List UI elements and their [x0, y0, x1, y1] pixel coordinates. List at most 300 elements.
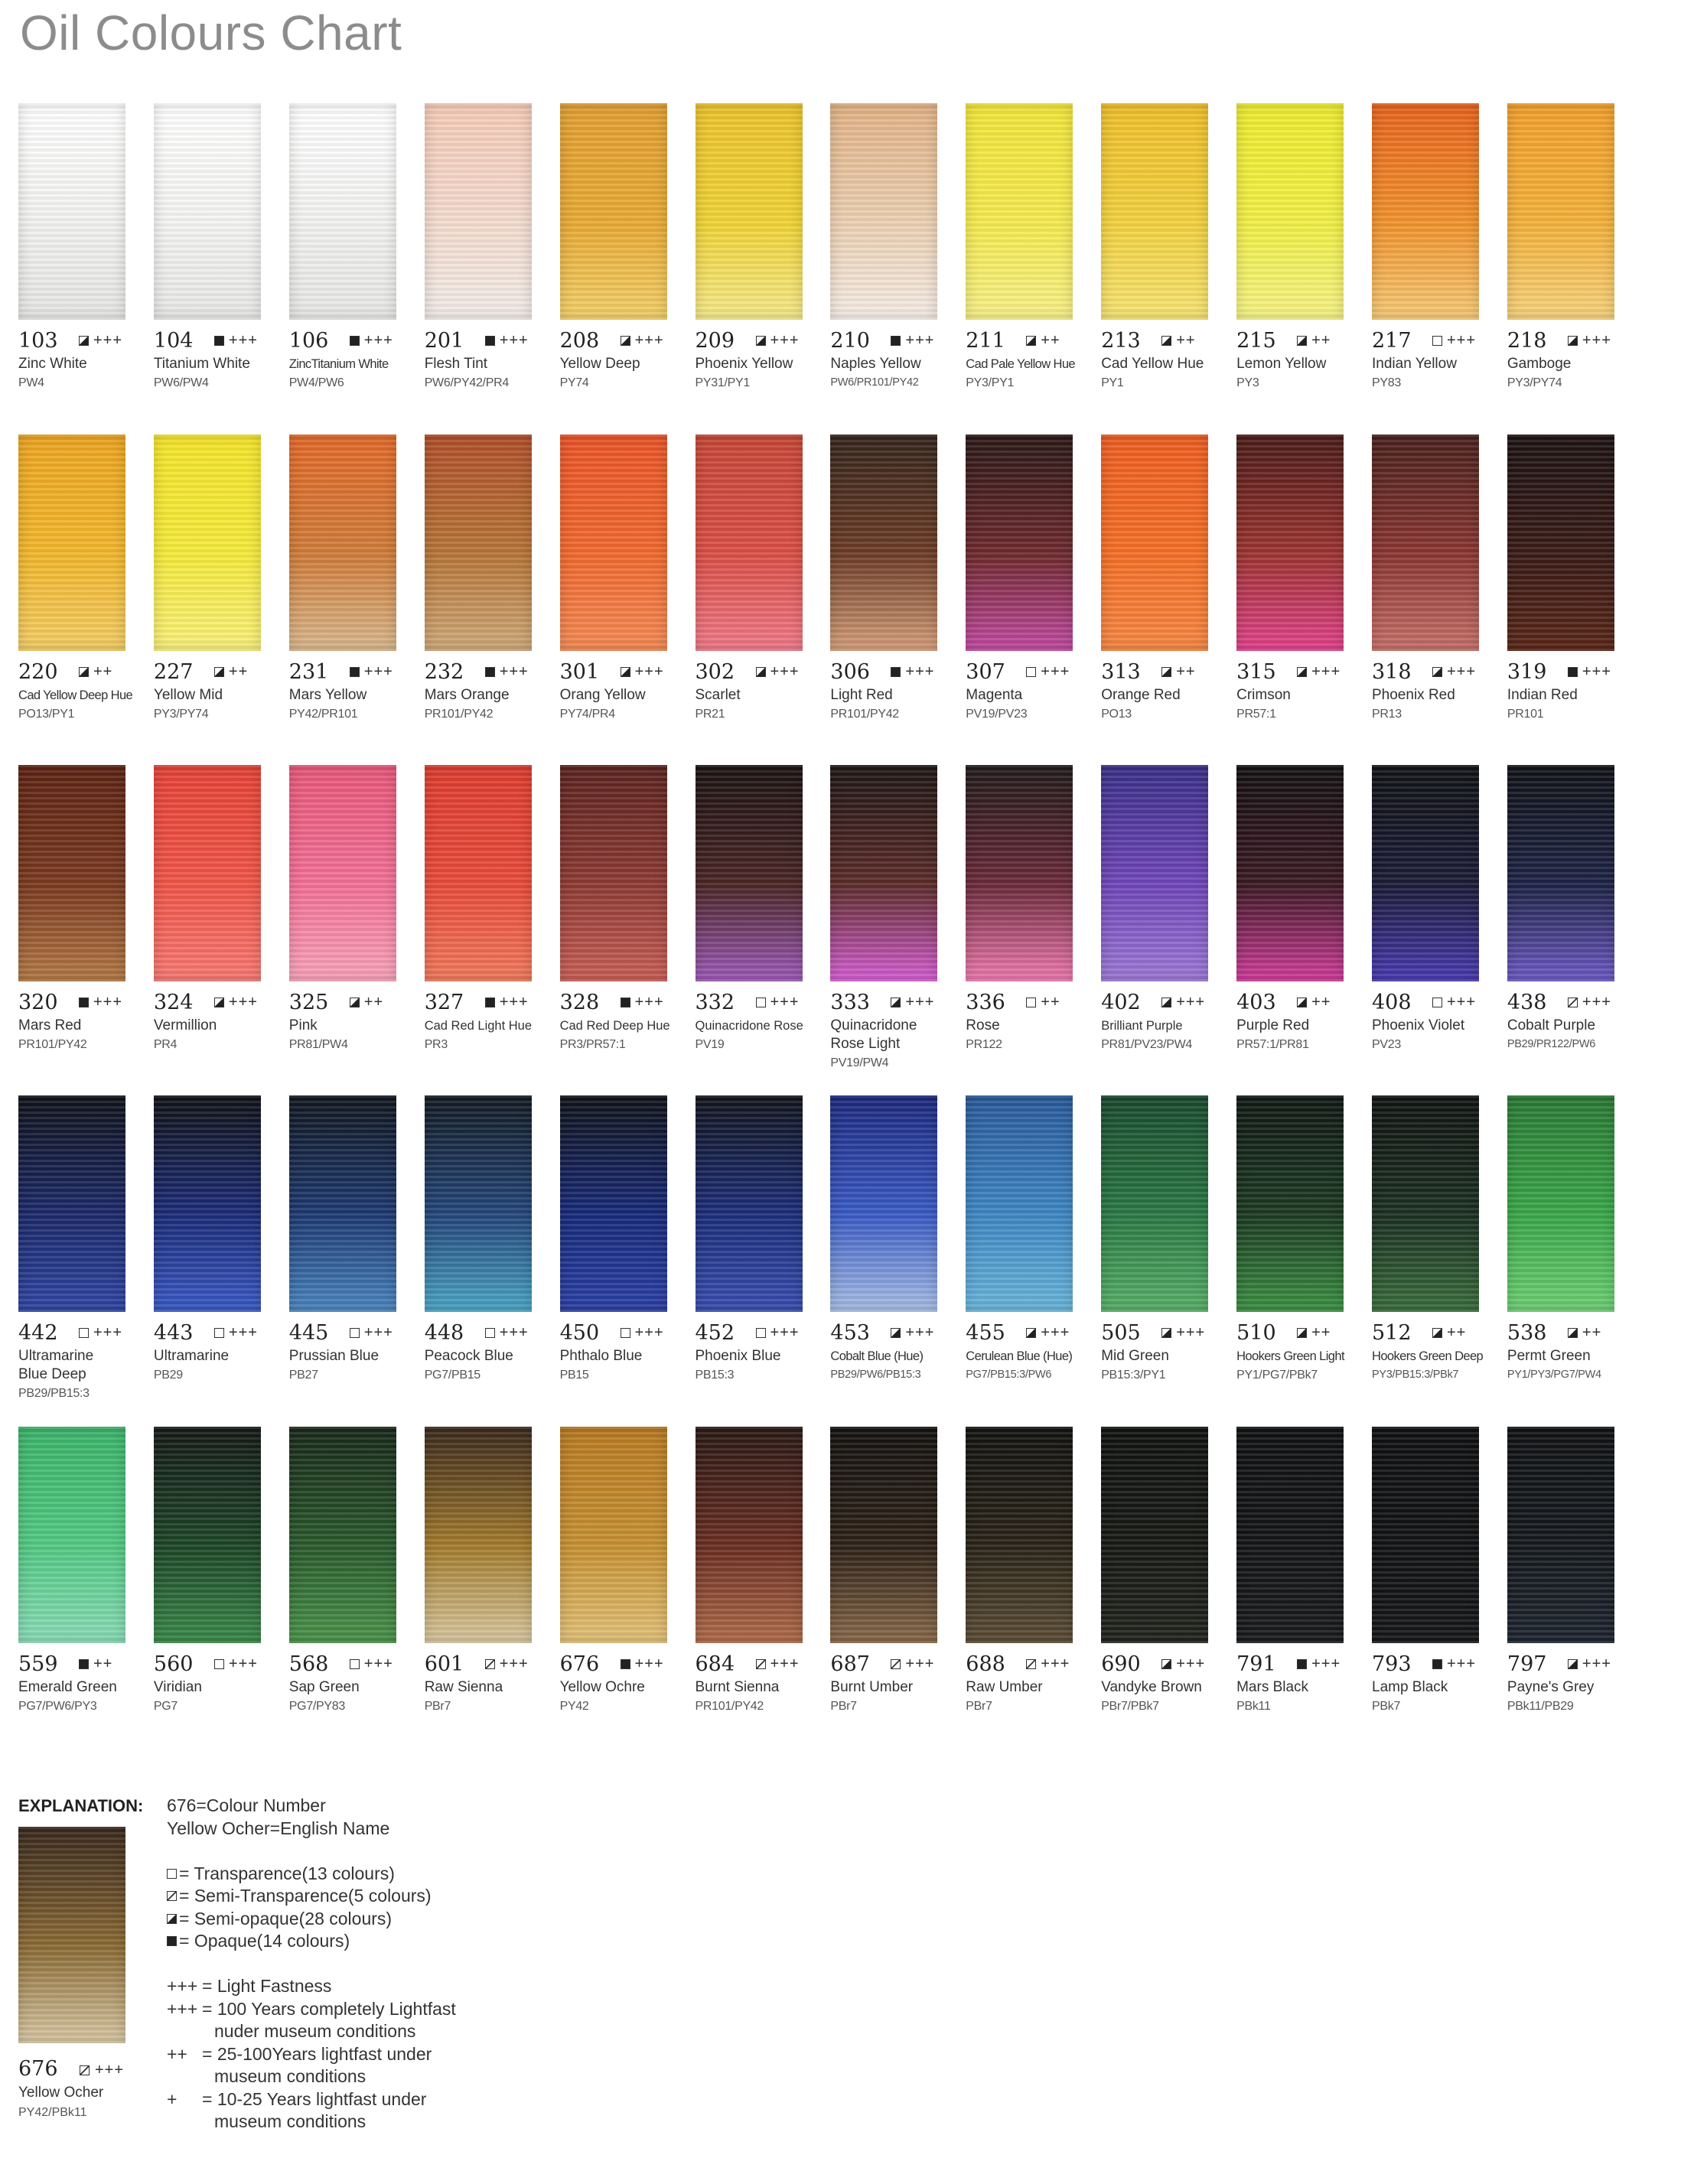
swatch-lightfastness: +++ [363, 332, 393, 349]
semi-trans-icon [80, 2065, 90, 2075]
swatch-lightfastness: +++ [634, 994, 664, 1011]
legend-line [167, 1908, 595, 1931]
swatch-chip [154, 1095, 261, 1312]
semi-opaque-icon [1432, 667, 1442, 677]
swatch-number: 306 [830, 660, 870, 684]
swatch-name: Indian Yellow [1372, 356, 1457, 372]
swatch-name: Cad Red Deep Hue [559, 1019, 670, 1033]
swatch-name: Lemon Yellow [1236, 356, 1327, 372]
swatch-lightfastness: +++ [770, 1655, 800, 1672]
semi-opaque-icon [350, 998, 360, 1007]
swatch-pigment: PY1/PY3/PG7/PW4 [1507, 1369, 1601, 1381]
swatch-pigment: PG7/PB15 [424, 1369, 481, 1382]
semi-opaque-icon [79, 336, 89, 346]
swatch-lightfastness: ++ [1311, 994, 1331, 1011]
semi-opaque-icon [891, 998, 901, 1007]
semi-opaque-icon [214, 667, 224, 677]
swatch-chip [1236, 435, 1344, 651]
swatch-lightfastness: ++ [1041, 332, 1060, 349]
swatch-lightfastness: +++ [499, 1655, 529, 1672]
swatch-chip [1101, 765, 1208, 981]
swatch-name: Cad Red Light Hue [424, 1019, 533, 1033]
transparent-icon [350, 1659, 360, 1669]
swatch-pigment: PR4 [153, 1038, 178, 1051]
swatch-number: 231 [288, 660, 329, 684]
swatch-pigment: PB27 [288, 1369, 318, 1382]
swatch-name: Lamp Black [1372, 1679, 1448, 1695]
swatch-lightfastness: +++ [228, 994, 258, 1011]
swatch-pigment: PBk7 [1372, 1700, 1401, 1713]
swatch-number: 453 [830, 1321, 870, 1345]
swatch-pigment: PV19 [695, 1038, 725, 1051]
semi-opaque-icon [1161, 667, 1171, 677]
swatch-number: 676 [559, 1652, 600, 1676]
swatch-chip [1507, 1427, 1614, 1643]
swatch-pigment: PY3/PY1 [966, 376, 1015, 389]
swatch-number: 232 [424, 660, 464, 684]
swatch-lightfastness: +++ [93, 994, 123, 1011]
swatch-lightfastness: +++ [905, 1655, 935, 1672]
swatch-lightfastness: +++ [1311, 1655, 1341, 1672]
swatch-pigment: PBk11 [1236, 1700, 1271, 1713]
swatch-lightfastness: ++ [1311, 1324, 1331, 1341]
swatch-lightfastness: +++ [499, 994, 529, 1011]
swatch-name: Emerald Green [18, 1679, 117, 1695]
legend-text: Yellow Ocher=English Name [167, 1818, 390, 1838]
swatch-number: 793 [1372, 1652, 1412, 1676]
semi-trans-icon [1568, 998, 1578, 1007]
swatch-name: Vandyke Brown [1101, 1679, 1202, 1695]
swatch-number: 538 [1507, 1321, 1547, 1345]
swatch-number: 324 [153, 991, 194, 1014]
legend-line [167, 1795, 595, 1818]
swatch-pigment: PW6/PW4 [153, 376, 209, 389]
swatch-chip [18, 765, 125, 981]
swatch-pigment: PY3/PY74 [1507, 376, 1562, 389]
swatch-number: 328 [559, 991, 600, 1014]
swatch-pigment: PR13 [1372, 708, 1402, 721]
swatch-chip [966, 1427, 1073, 1643]
swatch-chip [289, 765, 396, 981]
swatch-chip [966, 765, 1073, 981]
legend-line [167, 2043, 595, 2066]
swatch-lightfastness: +++ [770, 663, 800, 680]
swatch-name: Vermillion [153, 1017, 217, 1033]
semi-opaque-icon [621, 336, 630, 346]
swatch-lightfastness: +++ [1582, 663, 1611, 680]
opaque-icon [1568, 667, 1578, 677]
swatch-pigment: PR81/PV23/PW4 [1101, 1038, 1193, 1051]
swatch-name: Yellow Mid [153, 687, 223, 703]
swatch-name: Rose [966, 1017, 1000, 1033]
swatch-number: 450 [559, 1321, 600, 1345]
swatch-pigment: PW6/PR101/PY42 [830, 376, 919, 389]
swatch-lightfastness: +++ [1447, 332, 1477, 349]
swatch-number: 106 [288, 329, 329, 353]
swatch-number: 797 [1507, 1652, 1547, 1676]
swatch-name: Hookers Green Light [1236, 1349, 1344, 1363]
opaque-icon [1432, 1659, 1442, 1669]
opaque-icon [891, 667, 901, 677]
swatch-name: Light Red [830, 687, 893, 703]
legend-line [167, 1863, 595, 1886]
swatch-pigment: PY3/PB15:3/PBk7 [1372, 1369, 1459, 1381]
opaque-icon [167, 1936, 177, 1946]
swatch-pigment: PBk11/PB29 [1507, 1700, 1574, 1713]
swatch-lightfastness: +++ [1447, 1655, 1477, 1672]
swatch-pigment: PO13 [1101, 708, 1132, 721]
swatch-number: 568 [288, 1652, 329, 1676]
swatch-pigment: PR101/PY42 [18, 1038, 87, 1051]
swatch-chip [560, 103, 667, 320]
swatch-name: Purple Red [1236, 1017, 1310, 1033]
swatch-pigment: PR57:1/PR81 [1236, 1038, 1309, 1051]
swatch-chip [154, 435, 261, 651]
semi-opaque-icon [1161, 1328, 1171, 1338]
swatch-name: Cad Yellow Deep Hue [18, 688, 133, 702]
swatch-pigment: PG7/PW6/PY3 [18, 1700, 97, 1713]
swatch-chip [1101, 103, 1208, 320]
swatch-number: 452 [695, 1321, 735, 1345]
semi-opaque-icon [1161, 336, 1171, 346]
swatch-pigment: PY1 [1101, 376, 1124, 389]
swatch-chip [289, 435, 396, 651]
swatch-chip [289, 1095, 396, 1312]
legend-line [167, 1998, 595, 2021]
swatch-pigment: PV23 [1372, 1038, 1401, 1051]
explanation-sample-number: 676 [18, 2057, 58, 2081]
semi-trans-icon [1026, 1659, 1036, 1669]
transparent-icon [167, 1869, 177, 1879]
semi-opaque-icon [1568, 336, 1578, 346]
swatch-pigment: PBr7/PBk7 [1101, 1700, 1159, 1713]
swatch-chip [966, 435, 1073, 651]
transparent-icon [350, 1328, 360, 1338]
swatch-name: Mars Black [1236, 1679, 1309, 1695]
swatch-pigment: PY3/PY74 [153, 708, 209, 721]
transparent-icon [485, 1328, 495, 1338]
swatch-number: 448 [424, 1321, 464, 1345]
swatch-lightfastness: +++ [634, 1324, 664, 1341]
swatch-lightfastness: +++ [1447, 994, 1477, 1011]
swatch-number: 318 [1372, 660, 1412, 684]
swatch-number: 213 [1101, 329, 1141, 353]
swatch-lightfastness: ++ [1582, 1324, 1602, 1341]
swatch-chip [1236, 103, 1344, 320]
transparent-icon [214, 1659, 224, 1669]
swatch-pigment: PR101/PY42 [830, 708, 899, 721]
swatch-chip [966, 1095, 1073, 1312]
swatch-number: 601 [424, 1652, 464, 1676]
swatch-number: 201 [424, 329, 464, 353]
semi-opaque-icon [1026, 336, 1036, 346]
swatch-chip [1101, 1095, 1208, 1312]
opaque-icon [1297, 1659, 1307, 1669]
swatch-chip [560, 435, 667, 651]
swatch-name: Naples Yellow [830, 356, 921, 372]
legend-symbol: +++ [167, 1998, 198, 2019]
swatch-number: 210 [830, 329, 870, 353]
swatch-chip [1101, 435, 1208, 651]
swatch-name: Cobalt Blue (Hue) [830, 1349, 924, 1363]
swatch-lightfastness: ++ [93, 1655, 113, 1672]
swatch-chip [1507, 765, 1614, 981]
swatch-chip [560, 1095, 667, 1312]
swatch-lightfastness: ++ [1176, 663, 1196, 680]
swatch-number: 791 [1236, 1652, 1276, 1676]
swatch-pigment: PY42/PR101 [288, 708, 358, 721]
transparent-icon [79, 1328, 89, 1338]
swatch-name: Burnt Sienna [695, 1679, 780, 1695]
swatch-name: Pink [288, 1017, 318, 1033]
swatch-pigment: PW4 [18, 376, 44, 389]
explanation-heading: EXPLANATION: [18, 1796, 144, 1815]
swatch-lightfastness: +++ [905, 332, 935, 349]
opaque-icon [485, 336, 495, 346]
swatch-number: 684 [695, 1652, 735, 1676]
semi-opaque-icon [1297, 336, 1307, 346]
swatch-lightfastness: +++ [1176, 1324, 1206, 1341]
swatch-lightfastness: +++ [1311, 663, 1341, 680]
swatch-name: Gamboge [1507, 356, 1572, 372]
swatch-lightfastness: +++ [499, 332, 529, 349]
swatch-number: 688 [966, 1652, 1005, 1676]
semi-opaque-icon [1297, 667, 1307, 677]
page-title: Oil Colours Chart [20, 5, 402, 60]
swatch-pigment: PY3 [1236, 376, 1259, 389]
semi-opaque-icon [1297, 1328, 1307, 1338]
swatch-number: 403 [1236, 991, 1276, 1014]
swatch-name: Permt Green [1507, 1348, 1591, 1364]
swatch-number: 443 [153, 1321, 194, 1345]
swatch-pigment: PG7 [153, 1700, 178, 1713]
swatch-lightfastness: +++ [770, 332, 800, 349]
swatch-chip [154, 103, 261, 320]
swatch-number: 307 [966, 660, 1005, 684]
swatch-chip [1372, 435, 1479, 651]
swatch-lightfastness: +++ [905, 994, 935, 1011]
legend-spacer [167, 1953, 595, 1976]
legend-text: museum conditions [214, 2066, 366, 2086]
swatch-chip [18, 1427, 125, 1643]
semi-trans-icon [167, 1891, 177, 1901]
swatch-lightfastness: ++ [228, 663, 249, 680]
transparent-icon [1432, 336, 1442, 346]
swatch-name: Phoenix Yellow [695, 356, 793, 372]
opaque-icon [350, 667, 360, 677]
explanation-sample-name: Yellow Ocher [18, 2085, 104, 2101]
swatch-chip [425, 1095, 532, 1312]
transparent-icon [756, 998, 766, 1007]
swatch-name: Sap Green [288, 1679, 360, 1695]
swatch-number: 690 [1101, 1652, 1141, 1676]
swatch-number: 320 [18, 991, 58, 1014]
legend-symbol: +++ [167, 1976, 198, 1996]
swatch-name: Cerulean Blue (Hue) [966, 1349, 1073, 1363]
swatch-lightfastness: +++ [1041, 1324, 1070, 1341]
swatch-number: 220 [18, 660, 58, 684]
legend-text: nuder museum conditions [214, 2021, 416, 2041]
swatch-number: 301 [559, 660, 600, 684]
semi-opaque-icon [79, 667, 89, 677]
swatch-lightfastness: +++ [1176, 1655, 1206, 1672]
swatch-number: 455 [966, 1321, 1005, 1345]
opaque-icon [891, 336, 901, 346]
swatch-pigment: PV19/PV23 [966, 708, 1028, 721]
swatch-name: Magenta [966, 687, 1023, 703]
transparent-icon [621, 1328, 630, 1338]
swatch-name: Orang Yellow [559, 687, 646, 703]
swatch-chip [830, 1095, 937, 1312]
semi-opaque-icon [891, 1328, 901, 1338]
swatch-lightfastness: +++ [93, 332, 123, 349]
swatch-lightfastness: +++ [228, 332, 258, 349]
swatch-lightfastness: +++ [363, 1655, 393, 1672]
swatch-chip [560, 765, 667, 981]
legend-line [167, 2065, 595, 2088]
legend-line [167, 2020, 595, 2043]
swatch-lightfastness: +++ [1041, 663, 1070, 680]
opaque-icon [485, 667, 495, 677]
swatch-number: 327 [424, 991, 464, 1014]
swatch-chip [1507, 435, 1614, 651]
swatch-chip [18, 1095, 125, 1312]
swatch-lightfastness: ++ [1176, 332, 1196, 349]
swatch-chip [830, 1427, 937, 1643]
swatch-number: 687 [830, 1652, 870, 1676]
swatch-chip [425, 1427, 532, 1643]
semi-trans-icon [485, 1659, 495, 1669]
swatch-number: 208 [559, 329, 600, 353]
swatch-lightfastness: +++ [228, 1324, 258, 1341]
swatch-chip [1372, 103, 1479, 320]
swatch-chip [1507, 1095, 1614, 1312]
swatch-pigment: PB29 [153, 1369, 183, 1382]
swatch-name: Viridian [153, 1679, 202, 1695]
swatch-number: 209 [695, 329, 735, 353]
legend-text: 676=Colour Number [167, 1795, 326, 1815]
legend-text: = 25-100Years lightfast under [202, 2043, 432, 2064]
swatch-pigment: PB15:3/PY1 [1101, 1369, 1166, 1382]
swatch-pigment: PO13/PY1 [18, 708, 75, 721]
swatch-name: Brilliant Purple [1101, 1019, 1183, 1033]
swatch-name: Raw Umber [966, 1679, 1043, 1695]
swatch-lightfastness: ++ [1041, 994, 1060, 1011]
legend-symbol: ++ [167, 2043, 187, 2064]
swatch-chip [966, 103, 1073, 320]
swatch-number: 402 [1101, 991, 1141, 1014]
swatch-lightfastness: +++ [770, 994, 800, 1011]
swatch-lightfastness: ++ [1447, 1324, 1467, 1341]
swatch-name: Ultramarine Blue Deep [18, 1348, 94, 1382]
swatch-lightfastness: +++ [905, 1324, 935, 1341]
swatch-chip [425, 765, 532, 981]
swatch-pigment: PY31/PY1 [695, 376, 750, 389]
swatch-pigment: PY42 [559, 1700, 589, 1713]
swatch-pigment: PW6/PY42/PR4 [424, 376, 509, 389]
swatch-name: Phthalo Blue [559, 1348, 643, 1364]
swatch-number: 215 [1236, 329, 1276, 353]
swatch-number: 512 [1372, 1321, 1412, 1345]
swatch-number: 315 [1236, 660, 1276, 684]
swatch-chip [1507, 103, 1614, 320]
swatch-pigment: PG7/PY83 [288, 1700, 345, 1713]
legend-text: = Semi-Transparence(5 colours) [179, 1886, 432, 1906]
semi-opaque-icon [1568, 1328, 1578, 1338]
swatch-number: 505 [1101, 1321, 1141, 1345]
swatch-pigment: PW4/PW6 [288, 376, 344, 389]
swatch-chip [696, 1095, 803, 1312]
swatch-lightfastness: ++ [1311, 332, 1331, 349]
swatch-chip [289, 103, 396, 320]
swatch-chip [830, 435, 937, 651]
transparent-icon [1026, 998, 1036, 1007]
swatch-chip [696, 435, 803, 651]
transparent-icon [214, 1328, 224, 1338]
swatch-name: Cad Yellow Hue [1101, 356, 1204, 372]
swatch-lightfastness: +++ [770, 1324, 800, 1341]
swatch-chip [696, 1427, 803, 1643]
swatch-lightfastness: +++ [634, 1655, 664, 1672]
swatch-chip [1236, 765, 1344, 981]
swatch-name: Mars Yellow [288, 687, 367, 703]
swatch-name: Quinacridone Rose Light [830, 1017, 917, 1052]
swatch-lightfastness: +++ [363, 663, 393, 680]
swatch-name: Quinacridone Rose [695, 1019, 803, 1033]
swatch-lightfastness: +++ [363, 1324, 393, 1341]
transparent-icon [1026, 667, 1036, 677]
swatch-number: 217 [1372, 329, 1412, 353]
swatch-chip [696, 765, 803, 981]
swatch-chip [1101, 1427, 1208, 1643]
swatch-number: 218 [1507, 329, 1547, 353]
swatch-pigment: PR57:1 [1236, 708, 1276, 721]
semi-trans-icon [891, 1659, 901, 1669]
swatch-lightfastness: +++ [1447, 663, 1477, 680]
transparent-icon [756, 1328, 766, 1338]
swatch-pigment: PV19/PW4 [830, 1056, 889, 1069]
legend-line [167, 2088, 595, 2111]
swatch-number: 333 [830, 991, 870, 1014]
swatch-number: 408 [1372, 991, 1412, 1014]
swatch-chip [18, 103, 125, 320]
swatch-name: Hookers Green Deep [1372, 1349, 1484, 1363]
swatch-pigment: PR3/PR57:1 [559, 1038, 626, 1051]
swatch-name: Burnt Umber [830, 1679, 914, 1695]
opaque-icon [350, 336, 360, 346]
legend-line [167, 1885, 595, 1908]
swatch-lightfastness: +++ [499, 663, 529, 680]
swatch-number: 442 [18, 1321, 58, 1345]
swatch-pigment: PY74/PR4 [559, 708, 615, 721]
swatch-name: Phoenix Red [1372, 687, 1455, 703]
swatch-number: 438 [1507, 991, 1547, 1014]
swatch-name: Yellow Deep [559, 356, 640, 372]
swatch-name: ZincTitanium White [288, 357, 389, 371]
semi-opaque-icon [1026, 1328, 1036, 1338]
semi-trans-icon [756, 1659, 766, 1669]
explanation-sample-chip [18, 1827, 125, 2043]
swatch-number: 445 [288, 1321, 329, 1345]
swatch-chip [425, 435, 532, 651]
swatch-number: 559 [18, 1652, 58, 1676]
swatch-chip [1236, 1095, 1344, 1312]
swatch-lightfastness: +++ [905, 663, 935, 680]
swatch-name: Cobalt Purple [1507, 1017, 1596, 1033]
swatch-chip [1372, 1095, 1479, 1312]
swatch-chip [830, 103, 937, 320]
swatch-name: Phoenix Violet [1372, 1017, 1465, 1033]
